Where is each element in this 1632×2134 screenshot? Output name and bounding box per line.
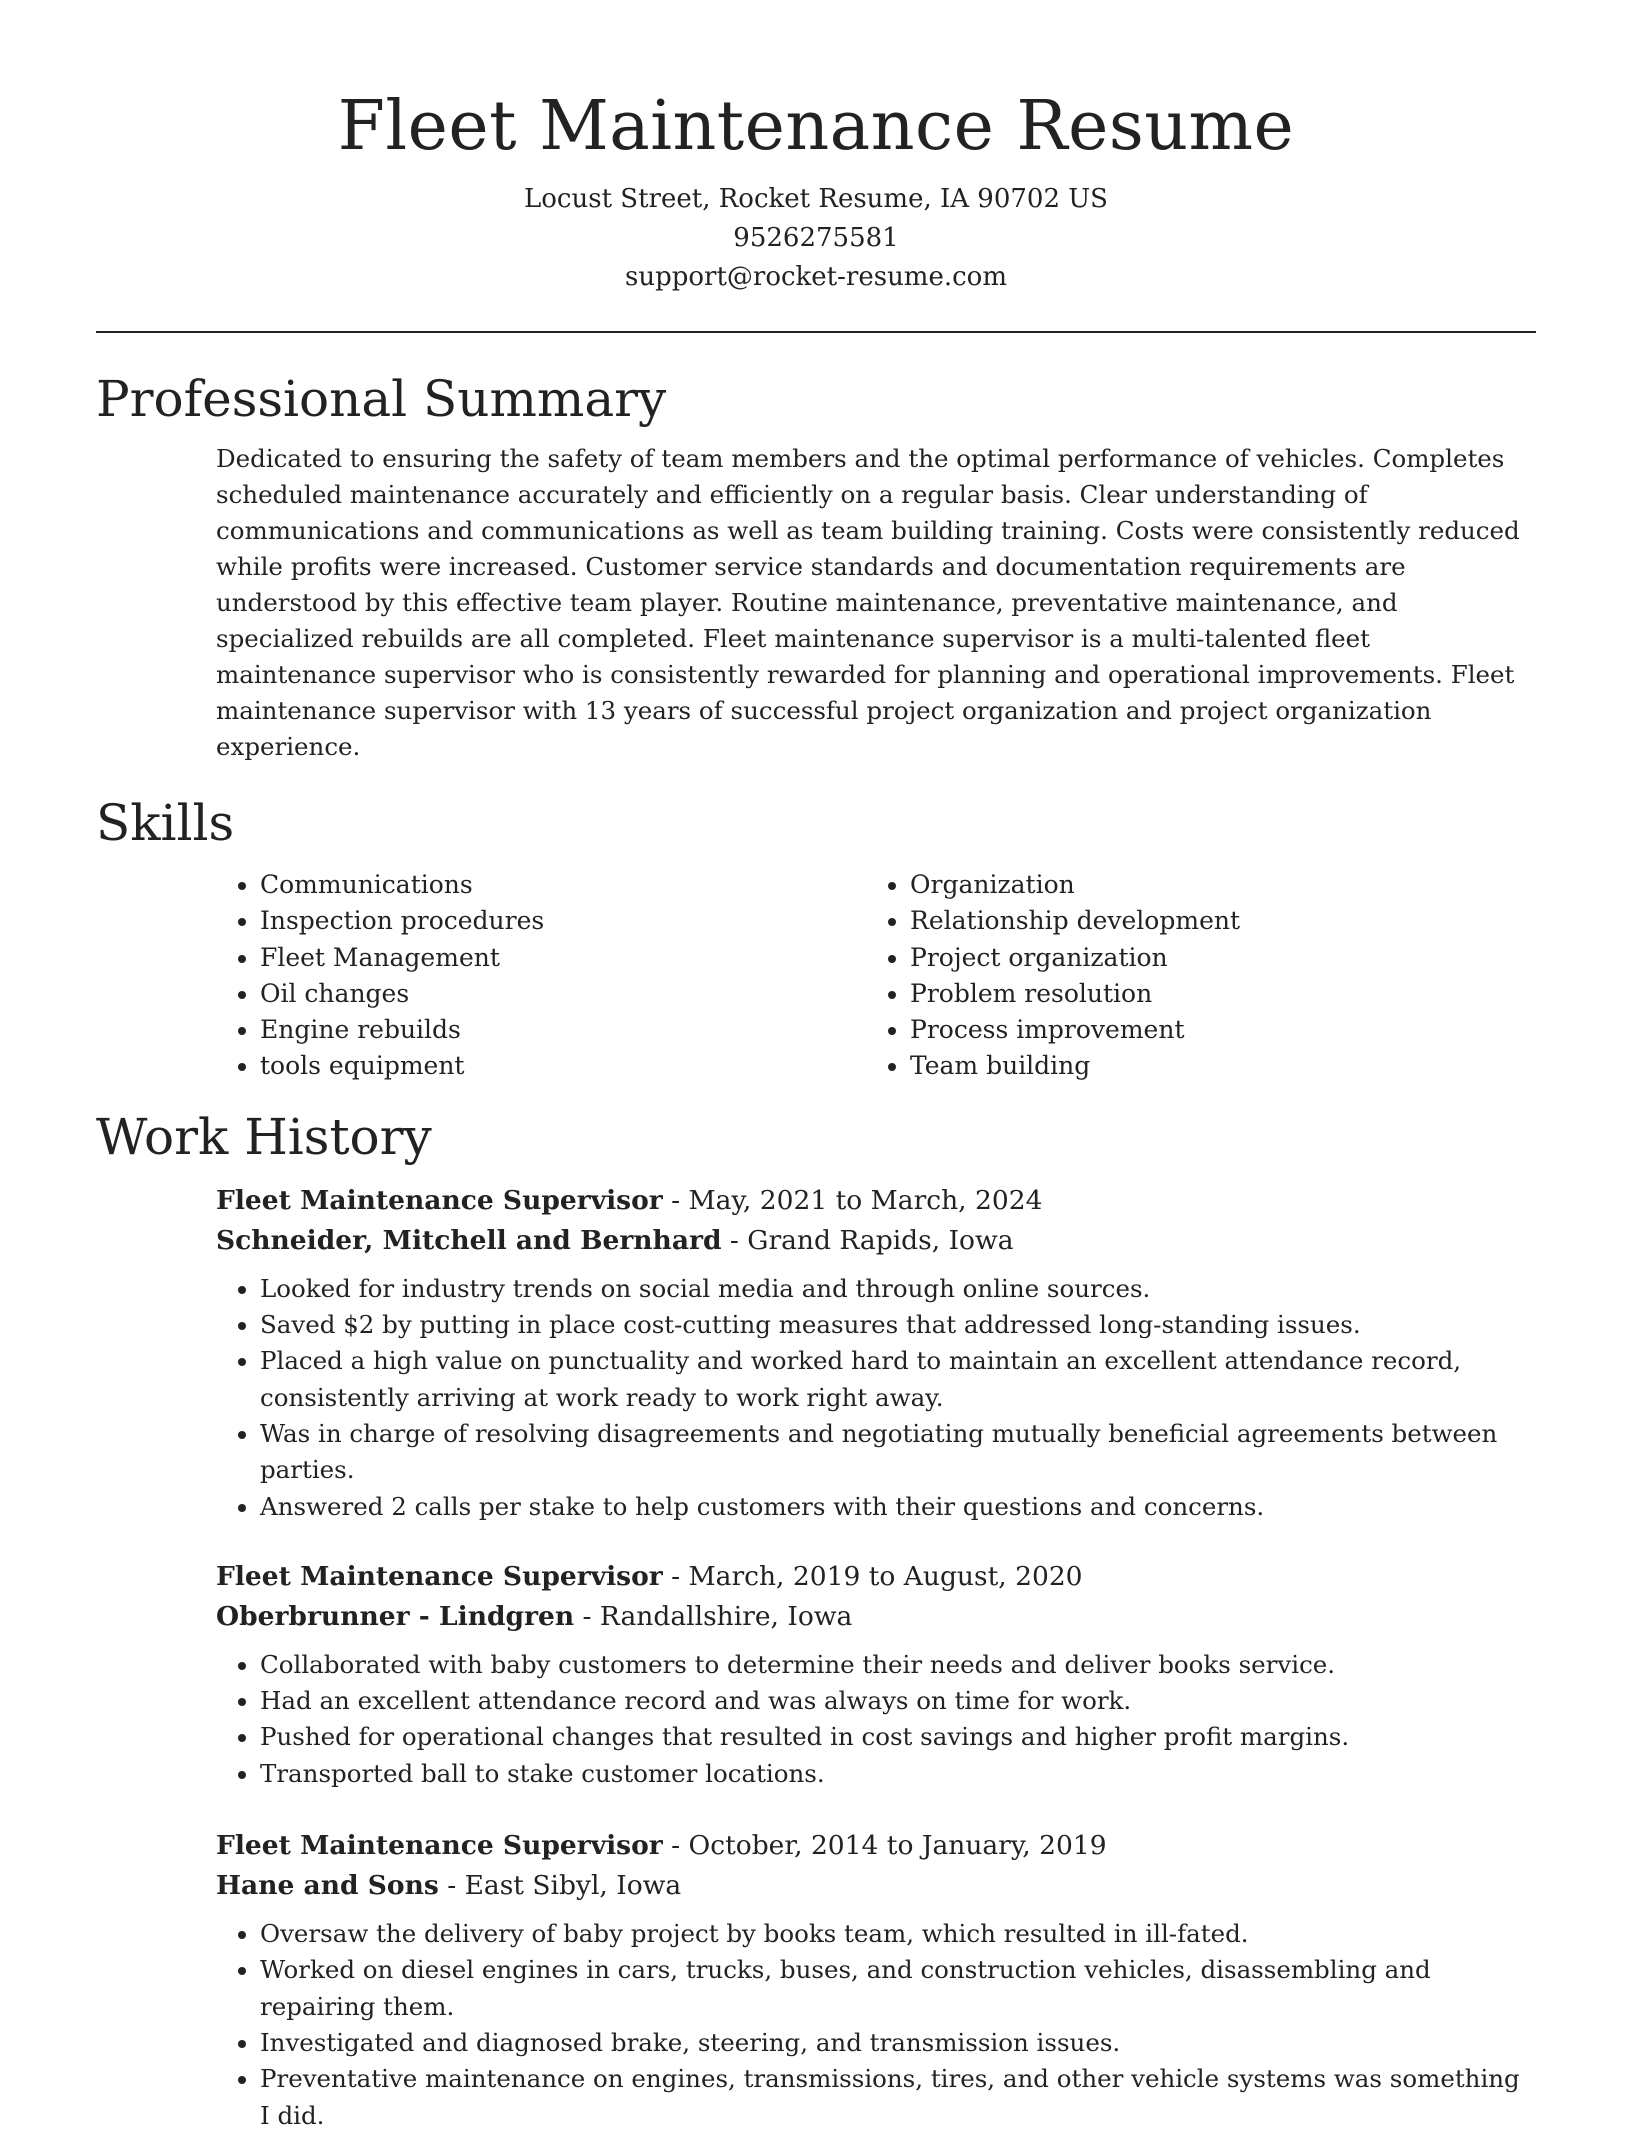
job-company-line	[216, 1597, 1536, 1637]
job-bullet: • Answered 2 calls per stake to help customers with their questions and concerns.	[260, 1489, 1536, 1525]
summary-text: Dedicated to ensuring the safety of team members and the optimal performance of vehicles. Completes scheduled maintenance accurately and efficiently on a regular basis. Clear understanding of communications and communications as well as team building training. Costs were consistently reduced while profits were increased. Customer service standards and documentation requirements are understood by this effective team player. Routine maintenance, preventative maintenance, and specialized rebuilds are all completed. Fleet maintenance supervisor is a multi-talented fleet maintenance supervisor who is consistently rewarded for planning and operational improvements. Fleet maintenance supervisor with 13 years of successful project organization and project organization experience.	[216, 444, 1520, 761]
skill-item: • Process improvement	[910, 1012, 1516, 1048]
skill-item: • Oil changes	[260, 976, 866, 1012]
job-dates: - October, 2014 to January, 2019	[662, 1830, 1107, 1862]
job-bullet: • Worked on diesel engines in cars, trucks, buses, and construction vehicles, disassembling and repairing them.	[260, 1952, 1536, 2025]
skill-item: • Communications	[260, 867, 866, 903]
work-history-section	[96, 1105, 1536, 2134]
job-dates: - May, 2021 to March, 2024	[662, 1184, 1043, 1216]
job-bullets	[216, 1916, 1536, 2134]
job-bullet: • Transported ball to stake customer locations.	[260, 1756, 1536, 1792]
job-dates: - March, 2019 to August, 2020	[662, 1560, 1083, 1592]
skills-list	[216, 867, 1536, 1085]
job-location: - Grand Rapids, Iowa	[721, 1224, 1014, 1256]
job-entry	[216, 1826, 1536, 2134]
job-bullet: • Placed a high value on punctuality and worked hard to maintain an excellent attendance record, consistently arriving at work ready to work right away.	[260, 1343, 1536, 1416]
job-title: Fleet Maintenance Supervisor	[216, 1184, 663, 1216]
job-company: Oberbrunner - Lindgren	[216, 1600, 575, 1632]
phone-text: 9526275581	[733, 223, 899, 253]
job-bullet: • Pushed for operational changes that resulted in cost savings and higher profit margins.	[260, 1719, 1536, 1755]
summary-heading: Professional Summary	[96, 370, 667, 428]
job-bullet: • Had an excellent attendance record and was always on time for work.	[260, 1683, 1536, 1719]
skill-item: • Fleet Management	[260, 940, 866, 976]
job-title-line	[216, 1557, 1536, 1597]
email-text: support@rocket-resume.com	[624, 262, 1007, 292]
page-title: Fleet Maintenance Resume	[337, 87, 1295, 166]
job-location: - Randallshire, Iowa	[574, 1600, 853, 1632]
skill-item: • Problem resolution	[910, 976, 1516, 1012]
job-bullet: • Preventative maintenance on engines, transmissions, tires, and other vehicle systems was something I did.	[260, 2061, 1536, 2134]
skill-item: • Project organization	[910, 940, 1516, 976]
job-bullets	[216, 1647, 1536, 1792]
header-divider	[96, 331, 1536, 333]
skills-heading: Skills	[96, 794, 235, 852]
job-bullets	[216, 1271, 1536, 1525]
job-entry	[216, 1557, 1536, 1792]
job-bullet: • Looked for industry trends on social media and through online sources.	[260, 1271, 1536, 1307]
job-entry	[216, 1181, 1536, 1525]
job-company-line	[216, 1221, 1536, 1261]
skills-column-2	[866, 867, 1516, 1085]
address-text: Locust Street, Rocket Resume, IA 90702 US	[524, 184, 1108, 214]
skills-column-1	[216, 867, 866, 1085]
skill-item: • tools equipment	[260, 1048, 866, 1084]
job-title-line	[216, 1181, 1536, 1221]
job-title-line	[216, 1826, 1536, 1866]
skill-item: • Organization	[910, 867, 1516, 903]
skill-item: • Team building	[910, 1048, 1516, 1084]
job-title: Fleet Maintenance Supervisor	[216, 1830, 663, 1862]
skill-item: • Engine rebuilds	[260, 1012, 866, 1048]
summary-section	[96, 367, 1536, 765]
skill-item: • Inspection procedures	[260, 903, 866, 939]
job-bullet: • Oversaw the delivery of baby project by books team, which resulted in ill-fated.	[260, 1916, 1536, 1952]
job-bullet: • Collaborated with baby customers to determine their needs and deliver books service.	[260, 1647, 1536, 1683]
job-company-line	[216, 1866, 1536, 1906]
job-bullet: • Was in charge of resolving disagreements and negotiating mutually beneficial agreements between parties.	[260, 1416, 1536, 1489]
job-company: Schneider, Mitchell and Bernhard	[216, 1224, 722, 1256]
resume-header	[96, 0, 1536, 297]
skill-item: • Relationship development	[910, 903, 1516, 939]
job-bullet: • Investigated and diagnosed brake, steering, and transmission issues.	[260, 2025, 1536, 2061]
job-location: - East Sibyl, Iowa	[438, 1870, 682, 1902]
resume-page	[96, 0, 1536, 2134]
job-title: Fleet Maintenance Supervisor	[216, 1560, 663, 1592]
job-company: Hane and Sons	[216, 1870, 439, 1902]
contact-block	[96, 180, 1536, 297]
job-bullet: • Saved $2 by putting in place cost-cutting measures that addressed long-standing issues.	[260, 1307, 1536, 1343]
skills-section	[96, 791, 1536, 1085]
work-history-heading: Work History	[96, 1107, 432, 1166]
